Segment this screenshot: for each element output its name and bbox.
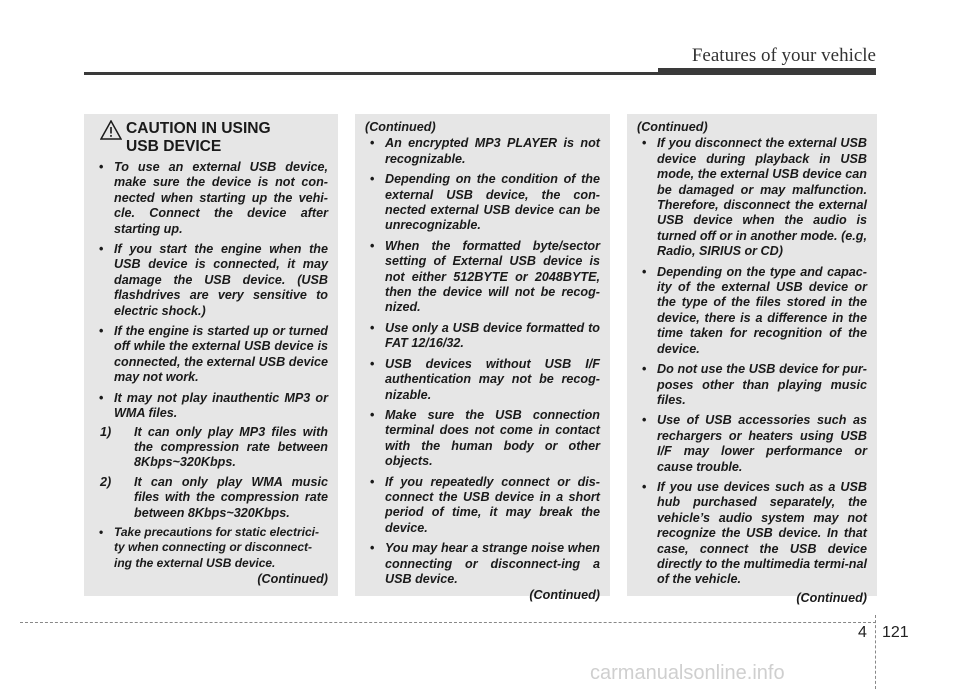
- list-item: • If you repeatedly connect or dis-connect the USB device in a short period of time, it may break the device.: [365, 475, 600, 537]
- list-item: • Take precautions for static electrici-ty when connecting or disconnect-ing the external USB device.: [94, 525, 328, 571]
- list-item: • Depending on the type and capac-ity of the external USB device or the type of the files stored in the device, there is a difference in the time taken for recognition of the device.: [637, 265, 867, 357]
- list-item: • You may hear a strange noise when connecting or disconnect-ing a USB device.: [365, 541, 600, 587]
- page-number: 121: [882, 624, 909, 641]
- warning-triangle-icon: [100, 120, 122, 140]
- watermark: carmanualsonline.info: [590, 662, 785, 684]
- sub-item-text: It can only play MP3 files with the compression rate between 8Kbps~320Kbps.: [134, 424, 328, 470]
- caution-heading: [94, 120, 328, 156]
- sub-item-number: 1): [100, 424, 112, 439]
- caution-list-1: [94, 160, 328, 422]
- list-item: • An encrypted MP3 PLAYER is not recognizable.: [365, 136, 600, 167]
- list-item: • Depending on the condition of the external USB device, the con-nected external USB device can be unrecognizable.: [365, 172, 600, 234]
- sub-item-text: It can only play WMA music files with the compression rate between 8Kbps~320Kbps.: [134, 474, 328, 520]
- list-item: • If the engine is started up or turned off while the external USB device is connected, the external USB device may not work.: [94, 324, 328, 386]
- list-item: • To use an external USB device, make sure the device is not con-nected when starting up the vehi-cle. Connect the device after starting up.: [94, 160, 328, 237]
- footer-vertical-divider: [875, 615, 876, 689]
- caution-title: [126, 120, 271, 156]
- list-item-text: It may not play inauthentic MP3 or WMA files.: [114, 390, 328, 421]
- list-item: • If you disconnect the external USB device during playback in USB mode, the external USB device can be damaged or may malfunction. Therefore, disconnect the external USB device when the audio is turned off or in another mode. (e.g, Radio, SIRIUS or CD): [637, 136, 867, 259]
- continued-label: (Continued): [796, 590, 867, 605]
- caution-column-2: [355, 114, 610, 603]
- caution-title-line1: CAUTION IN USING: [126, 120, 271, 137]
- list-item: • Make sure the USB connection terminal does not come in contact with the human body or other objects.: [365, 408, 600, 470]
- caution-list-3: [637, 136, 867, 587]
- caution-list-1b: [94, 525, 328, 571]
- list-item: • If you start the engine when the USB device is connected, it may damage the USB device. (USB flashdrives are very sensitive to electric shock.): [94, 242, 328, 319]
- sub-item: [94, 425, 328, 471]
- list-item: • If you use devices such as a USB hub purchased separately, the vehicle’s audio system may not recognize the USB device. In that case, connect the USB device directly to the multimedia termi-nal of the vehicle.: [637, 480, 867, 588]
- caution-title-line2: USB DEVICE: [126, 138, 222, 155]
- list-item: • USB devices without USB I/F authentication may not be recog-nizable.: [365, 357, 600, 403]
- header-divider-accent: [658, 68, 876, 75]
- list-item: • Use of USB accessories such as rechargers or heaters using USB I/F may lower performance or cause trouble.: [637, 413, 867, 475]
- caution-list-2: [365, 136, 600, 587]
- caution-column-1: [84, 114, 338, 596]
- section-number: 4: [858, 624, 867, 641]
- list-item: • Use only a USB device formatted to FAT 12/16/32.: [365, 321, 600, 352]
- page-header-title: Features of your vehicle: [691, 45, 876, 66]
- list-item: [94, 391, 328, 422]
- list-item: • When the formatted byte/sector setting of External USB device is not either 512BYTE or 2048BYTE, then the device will not be recog-nized.: [365, 239, 600, 316]
- continued-label: (Continued): [637, 120, 708, 134]
- sub-item: [94, 475, 328, 521]
- list-item: • Do not use the USB device for pur-poses other than playing music files.: [637, 362, 867, 408]
- footer-divider: [20, 622, 876, 623]
- continued-label: (Continued): [529, 588, 600, 603]
- caution-column-3: [627, 114, 877, 605]
- sub-item-number: 2): [100, 474, 112, 489]
- continued-label: (Continued): [257, 572, 328, 587]
- continued-label: (Continued): [365, 120, 436, 134]
